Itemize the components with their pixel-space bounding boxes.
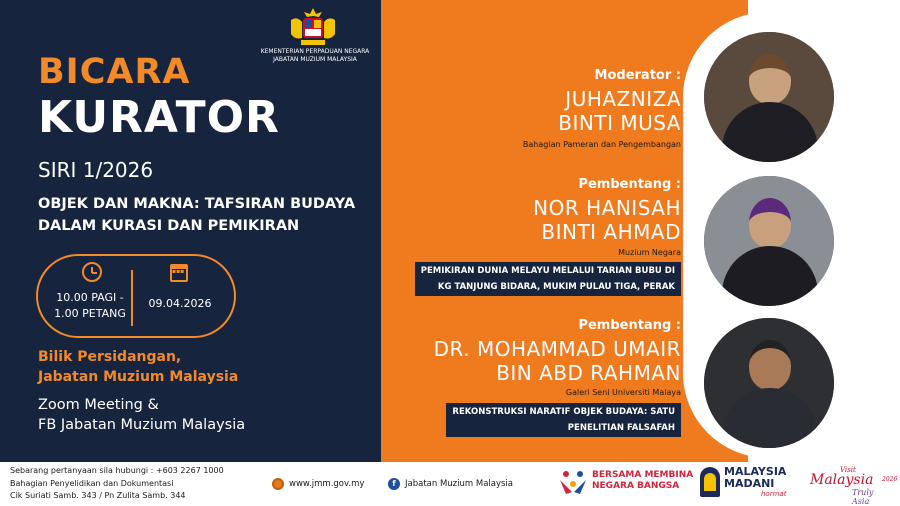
ministry-name: KEMENTERIAN PERPADUAN NEGARA [260, 48, 370, 55]
event-series: SIRI 1/2026 [38, 158, 154, 182]
contact-persons: Cik Suriati Samb. 343 / Pn Zulita Samb. 344 [10, 491, 186, 500]
online-line2: FB Jabatan Muzium Malaysia [38, 417, 246, 433]
malaysia-madani-logo [700, 466, 786, 498]
speaker-name-line1: NOR HANISAH [533, 196, 681, 220]
bersama-line1: BERSAMA MEMBINA [592, 470, 694, 480]
time-start: 10.00 PAGI - [56, 291, 124, 304]
event-title-line1: BICARA [38, 52, 191, 92]
talk-title [446, 403, 681, 437]
madani-sub: hormat [760, 490, 787, 498]
speaker-name-line2: BIN ABD RAHMAN [496, 361, 681, 385]
venue-line2: Jabatan Muzium Malaysia [38, 369, 239, 385]
unity-figures-icon [558, 466, 588, 496]
clock-icon [82, 262, 102, 282]
department-name: JABATAN MUZIUM MALAYSIA [273, 56, 357, 63]
online-line1: Zoom Meeting & [38, 397, 159, 413]
contact-info [10, 465, 224, 503]
website-link[interactable] [272, 478, 364, 490]
speaker-name-line2: BINTI MUSA [558, 111, 681, 135]
bersama-line2: NEGARA BANGSA [592, 481, 680, 491]
time-end: 1.00 PETANG [54, 307, 126, 320]
talk-title-line1: PEMIKIRAN DUNIA MELAYU MELALUI TARIAN BUBU DI [420, 266, 675, 276]
website-text: www.jmm.gov.my [289, 479, 365, 489]
speaker-org: Muzium Negara [618, 248, 681, 257]
contact-phone: Sebarang pertanyaan sila hubungi : +603 2267 1000 [10, 466, 224, 475]
topic-line1: OBJEK DAN MAKNA: TAFSIRAN BUDAYA [38, 196, 356, 212]
globe-icon [272, 478, 284, 490]
madani-line1: MALAYSIA [724, 465, 787, 478]
visit-year: 2026 [882, 476, 898, 483]
facebook-text: Jabatan Muzium Malaysia [405, 479, 514, 489]
speaker-name-line2: BINTI AHMAD [541, 220, 681, 244]
speaker-photo [704, 176, 834, 306]
speaker-org: Galeri Seni Universiti Malaya [565, 388, 681, 397]
event-title-line2: KURATOR [38, 92, 280, 143]
speaker-name-line1: JUHAZNIZA [565, 87, 681, 111]
speaker-photo [704, 318, 834, 448]
madani-line2: MADANI [724, 477, 775, 490]
event-time [50, 290, 130, 322]
venue-line1: Bilik Persidangan, [38, 349, 182, 365]
event-date: 09.04.2026 [148, 297, 212, 310]
speaker-org: Bahagian Pameran dan Pengembangan [522, 140, 681, 149]
madani-emblem-icon [700, 467, 720, 497]
malaysia-coat-of-arms-icon [283, 6, 343, 48]
event-venue [38, 347, 238, 387]
speaker-role: Pembentang : [578, 177, 681, 192]
event-topic [38, 193, 378, 237]
talk-title-line2: KG TANJUNG BIDARA, MUKIM PULAU TIGA, PERAK [437, 282, 675, 292]
event-online [38, 395, 245, 435]
speaker-role: Pembentang : [578, 318, 681, 333]
speaker-name-line1: DR. MOHAMMAD UMAIR [433, 337, 681, 361]
schedule-divider [131, 270, 133, 326]
ministry-label [250, 48, 380, 64]
bersama-logo [558, 466, 693, 496]
contact-division: Bahagian Penyelidikan dan Dokumentasi [10, 478, 174, 488]
topic-line2: DALAM KURASI DAN PEMIKIRAN [38, 218, 300, 234]
speaker-role: Moderator : [594, 68, 681, 83]
visit-country: Malaysia [810, 472, 874, 488]
calendar-icon [170, 264, 188, 282]
talk-title-line2: PENELITIAN FALSAFAH [567, 423, 675, 433]
facebook-icon: f [388, 478, 400, 490]
talk-title [415, 262, 681, 296]
moderator-photo [704, 32, 834, 162]
facebook-link[interactable] [388, 478, 513, 490]
visit-tag: Truly Asia [852, 488, 874, 506]
visit-word: Visit [840, 466, 856, 474]
talk-title-line1: REKONSTRUKSI NARATIF OBJEK BUDAYA: SATU [452, 407, 675, 417]
